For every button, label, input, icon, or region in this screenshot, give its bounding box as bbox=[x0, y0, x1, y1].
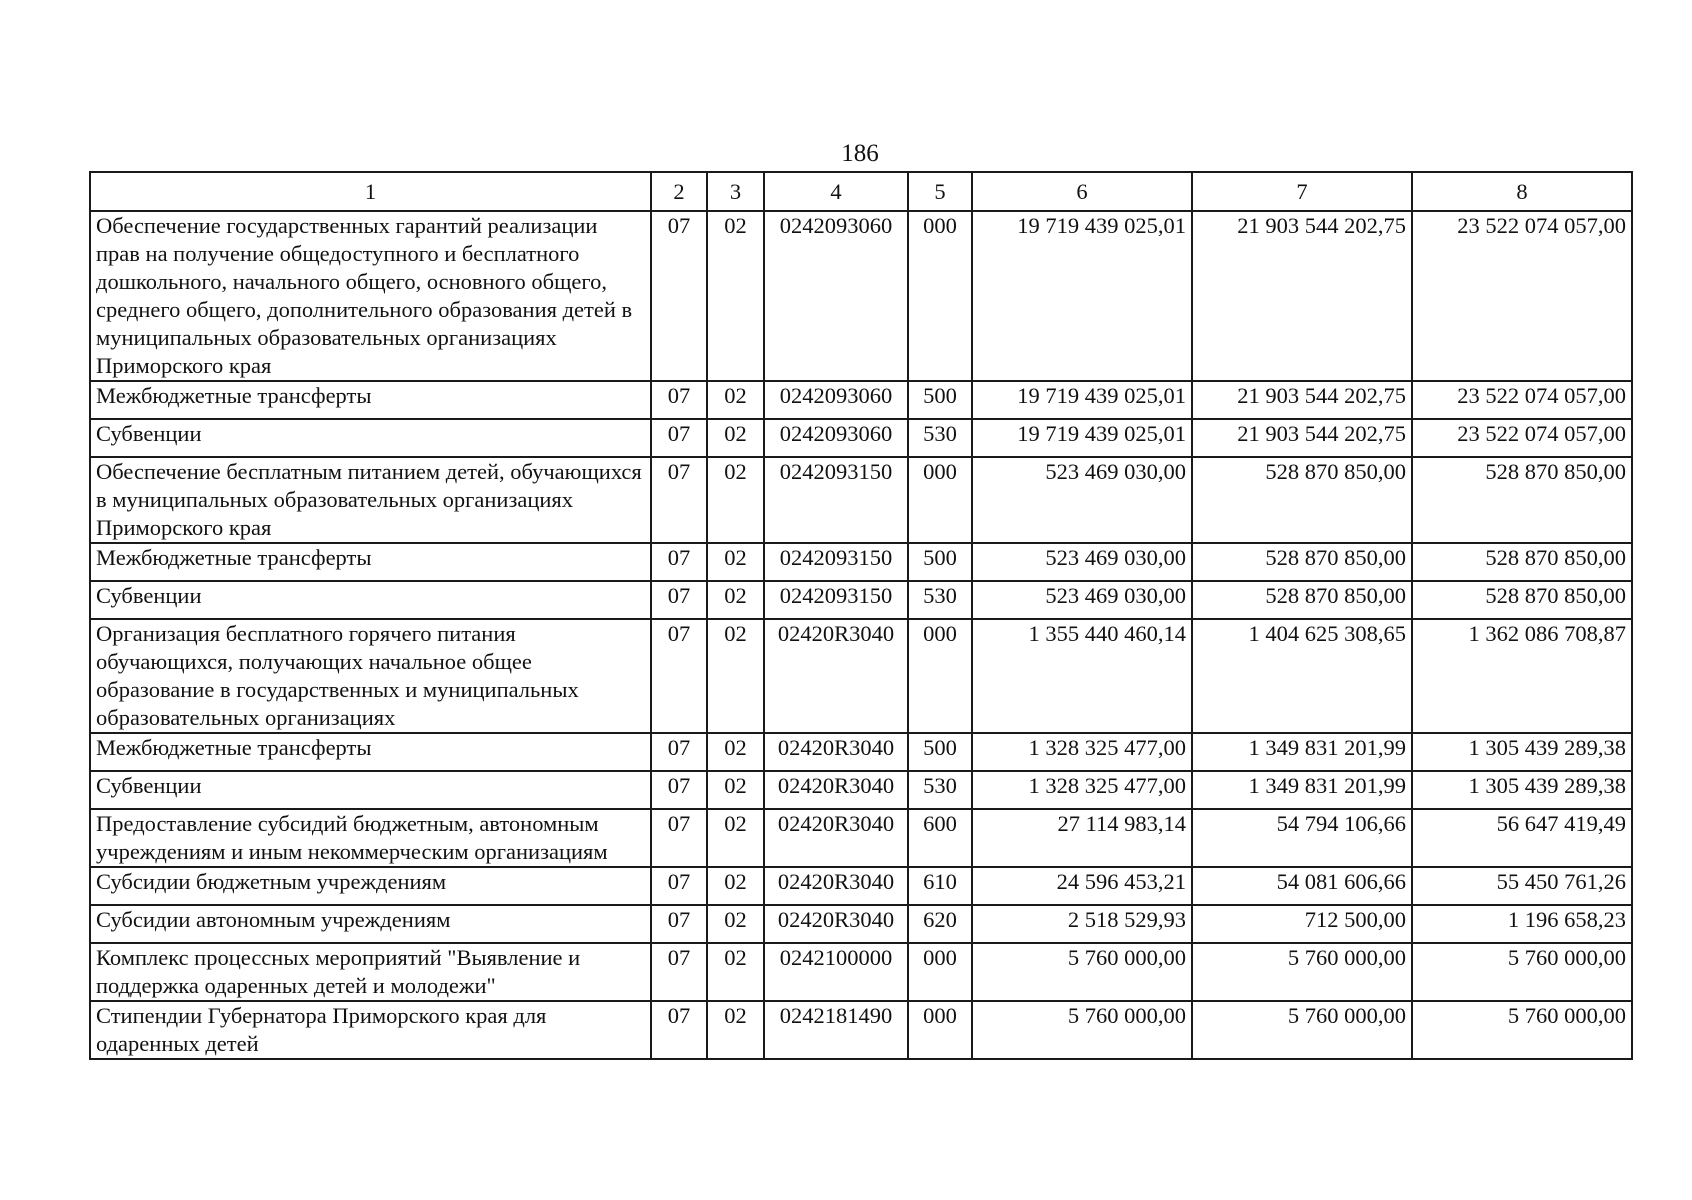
amount-col-7: 54 794 106,66 bbox=[1192, 809, 1412, 867]
subsection-code: 02 bbox=[707, 419, 764, 457]
amount-col-7: 21 903 544 202,75 bbox=[1192, 419, 1412, 457]
amount-col-6: 523 469 030,00 bbox=[972, 543, 1192, 581]
subsection-code: 02 bbox=[707, 211, 764, 381]
target-article-code: 0242093150 bbox=[764, 457, 908, 543]
target-article-code: 0242093060 bbox=[764, 211, 908, 381]
amount-col-8: 1 362 086 708,87 bbox=[1412, 619, 1632, 733]
expense-type-code: 000 bbox=[908, 1001, 972, 1059]
amount-col-8: 55 450 761,26 bbox=[1412, 867, 1632, 905]
amount-col-7: 5 760 000,00 bbox=[1192, 943, 1412, 1001]
amount-col-7: 21 903 544 202,75 bbox=[1192, 211, 1412, 381]
expense-type-code: 620 bbox=[908, 905, 972, 943]
section-code: 07 bbox=[651, 943, 707, 1001]
target-article-code: 0242181490 bbox=[764, 1001, 908, 1059]
row-name: Организация бесплатного горячего питания обучающихся, получающих начальное общее образование в государственных и муниципальных образовательных организациях bbox=[90, 619, 651, 733]
table-row bbox=[90, 809, 1632, 867]
section-code: 07 bbox=[651, 581, 707, 619]
section-code: 07 bbox=[651, 619, 707, 733]
expense-type-code: 500 bbox=[908, 381, 972, 419]
subsection-code: 02 bbox=[707, 1001, 764, 1059]
row-name: Межбюджетные трансферты bbox=[90, 733, 651, 771]
page-number: 186 bbox=[841, 140, 879, 167]
row-name: Субвенции bbox=[90, 581, 651, 619]
subsection-code: 02 bbox=[707, 381, 764, 419]
amount-col-6: 1 355 440 460,14 bbox=[972, 619, 1192, 733]
subsection-code: 02 bbox=[707, 619, 764, 733]
expense-type-code: 500 bbox=[908, 733, 972, 771]
subsection-code: 02 bbox=[707, 943, 764, 1001]
amount-col-6: 523 469 030,00 bbox=[972, 581, 1192, 619]
budget-table bbox=[89, 171, 1633, 1060]
expense-type-code: 000 bbox=[908, 619, 972, 733]
subsection-code: 02 bbox=[707, 809, 764, 867]
column-header: 1 bbox=[90, 172, 651, 211]
row-name: Предоставление субсидий бюджетным, автономным учреждениям и иным некоммерческим организациям bbox=[90, 809, 651, 867]
expense-type-code: 500 bbox=[908, 543, 972, 581]
subsection-code: 02 bbox=[707, 457, 764, 543]
amount-col-8: 528 870 850,00 bbox=[1412, 457, 1632, 543]
row-name: Субвенции bbox=[90, 419, 651, 457]
row-name: Обеспечение бесплатным питанием детей, обучающихся в муниципальных образовательных организациях Приморского края bbox=[90, 457, 651, 543]
expense-type-code: 600 bbox=[908, 809, 972, 867]
target-article-code: 02420R3040 bbox=[764, 771, 908, 809]
amount-col-6: 5 760 000,00 bbox=[972, 943, 1192, 1001]
amount-col-8: 23 522 074 057,00 bbox=[1412, 381, 1632, 419]
target-article-code: 0242093150 bbox=[764, 581, 908, 619]
amount-col-7: 528 870 850,00 bbox=[1192, 457, 1412, 543]
column-header: 6 bbox=[972, 172, 1192, 211]
target-article-code: 02420R3040 bbox=[764, 905, 908, 943]
amount-col-7: 54 081 606,66 bbox=[1192, 867, 1412, 905]
table-row bbox=[90, 1001, 1632, 1059]
target-article-code: 02420R3040 bbox=[764, 733, 908, 771]
column-header: 4 bbox=[764, 172, 908, 211]
amount-col-6: 19 719 439 025,01 bbox=[972, 381, 1192, 419]
subsection-code: 02 bbox=[707, 581, 764, 619]
amount-col-8: 1 196 658,23 bbox=[1412, 905, 1632, 943]
amount-col-6: 27 114 983,14 bbox=[972, 809, 1192, 867]
table-row bbox=[90, 543, 1632, 581]
subsection-code: 02 bbox=[707, 733, 764, 771]
expense-type-code: 530 bbox=[908, 771, 972, 809]
target-article-code: 0242093150 bbox=[764, 543, 908, 581]
subsection-code: 02 bbox=[707, 905, 764, 943]
section-code: 07 bbox=[651, 211, 707, 381]
section-code: 07 bbox=[651, 457, 707, 543]
target-article-code: 02420R3040 bbox=[764, 619, 908, 733]
amount-col-7: 1 349 831 201,99 bbox=[1192, 733, 1412, 771]
expense-type-code: 000 bbox=[908, 211, 972, 381]
amount-col-6: 1 328 325 477,00 bbox=[972, 771, 1192, 809]
amount-col-7: 21 903 544 202,75 bbox=[1192, 381, 1412, 419]
subsection-code: 02 bbox=[707, 543, 764, 581]
target-article-code: 02420R3040 bbox=[764, 809, 908, 867]
section-code: 07 bbox=[651, 809, 707, 867]
amount-col-7: 5 760 000,00 bbox=[1192, 1001, 1412, 1059]
table-row bbox=[90, 733, 1632, 771]
expense-type-code: 530 bbox=[908, 581, 972, 619]
expense-type-code: 000 bbox=[908, 457, 972, 543]
section-code: 07 bbox=[651, 905, 707, 943]
section-code: 07 bbox=[651, 867, 707, 905]
amount-col-8: 5 760 000,00 bbox=[1412, 943, 1632, 1001]
section-code: 07 bbox=[651, 771, 707, 809]
row-name: Субвенции bbox=[90, 771, 651, 809]
amount-col-8: 23 522 074 057,00 bbox=[1412, 211, 1632, 381]
section-code: 07 bbox=[651, 419, 707, 457]
section-code: 07 bbox=[651, 381, 707, 419]
amount-col-6: 5 760 000,00 bbox=[972, 1001, 1192, 1059]
table-row bbox=[90, 581, 1632, 619]
row-name: Субсидии автономным учреждениям bbox=[90, 905, 651, 943]
amount-col-7: 528 870 850,00 bbox=[1192, 543, 1412, 581]
row-name: Субсидии бюджетным учреждениям bbox=[90, 867, 651, 905]
header-row bbox=[90, 172, 1632, 211]
row-name: Комплекс процессных мероприятий "Выявление и поддержка одаренных детей и молодежи" bbox=[90, 943, 651, 1001]
table-row bbox=[90, 905, 1632, 943]
amount-col-6: 1 328 325 477,00 bbox=[972, 733, 1192, 771]
amount-col-6: 19 719 439 025,01 bbox=[972, 211, 1192, 381]
amount-col-8: 23 522 074 057,00 bbox=[1412, 419, 1632, 457]
amount-col-8: 5 760 000,00 bbox=[1412, 1001, 1632, 1059]
expense-type-code: 530 bbox=[908, 419, 972, 457]
amount-col-6: 2 518 529,93 bbox=[972, 905, 1192, 943]
amount-col-6: 24 596 453,21 bbox=[972, 867, 1192, 905]
column-header: 2 bbox=[651, 172, 707, 211]
table-row bbox=[90, 381, 1632, 419]
amount-col-6: 523 469 030,00 bbox=[972, 457, 1192, 543]
amount-col-6: 19 719 439 025,01 bbox=[972, 419, 1192, 457]
amount-col-7: 1 404 625 308,65 bbox=[1192, 619, 1412, 733]
amount-col-8: 528 870 850,00 bbox=[1412, 543, 1632, 581]
table-row bbox=[90, 211, 1632, 381]
amount-col-8: 1 305 439 289,38 bbox=[1412, 733, 1632, 771]
column-header: 5 bbox=[908, 172, 972, 211]
target-article-code: 0242093060 bbox=[764, 381, 908, 419]
amount-col-8: 1 305 439 289,38 bbox=[1412, 771, 1632, 809]
row-name: Обеспечение государственных гарантий реализации прав на получение общедоступного и бесплатного дошкольного, начального общего, основного общего, среднего общего, дополнительного образования детей в муниципальных образовательных организациях Приморского края bbox=[90, 211, 651, 381]
expense-type-code: 000 bbox=[908, 943, 972, 1001]
amount-col-7: 712 500,00 bbox=[1192, 905, 1412, 943]
section-code: 07 bbox=[651, 733, 707, 771]
section-code: 07 bbox=[651, 1001, 707, 1059]
amount-col-7: 1 349 831 201,99 bbox=[1192, 771, 1412, 809]
table-row bbox=[90, 457, 1632, 543]
row-name: Межбюджетные трансферты bbox=[90, 381, 651, 419]
amount-col-7: 528 870 850,00 bbox=[1192, 581, 1412, 619]
subsection-code: 02 bbox=[707, 867, 764, 905]
table-row bbox=[90, 419, 1632, 457]
target-article-code: 02420R3040 bbox=[764, 867, 908, 905]
amount-col-8: 528 870 850,00 bbox=[1412, 581, 1632, 619]
target-article-code: 0242100000 bbox=[764, 943, 908, 1001]
table-row bbox=[90, 943, 1632, 1001]
column-header: 3 bbox=[707, 172, 764, 211]
row-name: Стипендии Губернатора Приморского края для одаренных детей bbox=[90, 1001, 651, 1059]
table-row bbox=[90, 619, 1632, 733]
row-name: Межбюджетные трансферты bbox=[90, 543, 651, 581]
subsection-code: 02 bbox=[707, 771, 764, 809]
column-header: 7 bbox=[1192, 172, 1412, 211]
section-code: 07 bbox=[651, 543, 707, 581]
expense-type-code: 610 bbox=[908, 867, 972, 905]
table-row bbox=[90, 867, 1632, 905]
table-row bbox=[90, 771, 1632, 809]
target-article-code: 0242093060 bbox=[764, 419, 908, 457]
amount-col-8: 56 647 419,49 bbox=[1412, 809, 1632, 867]
column-header: 8 bbox=[1412, 172, 1632, 211]
